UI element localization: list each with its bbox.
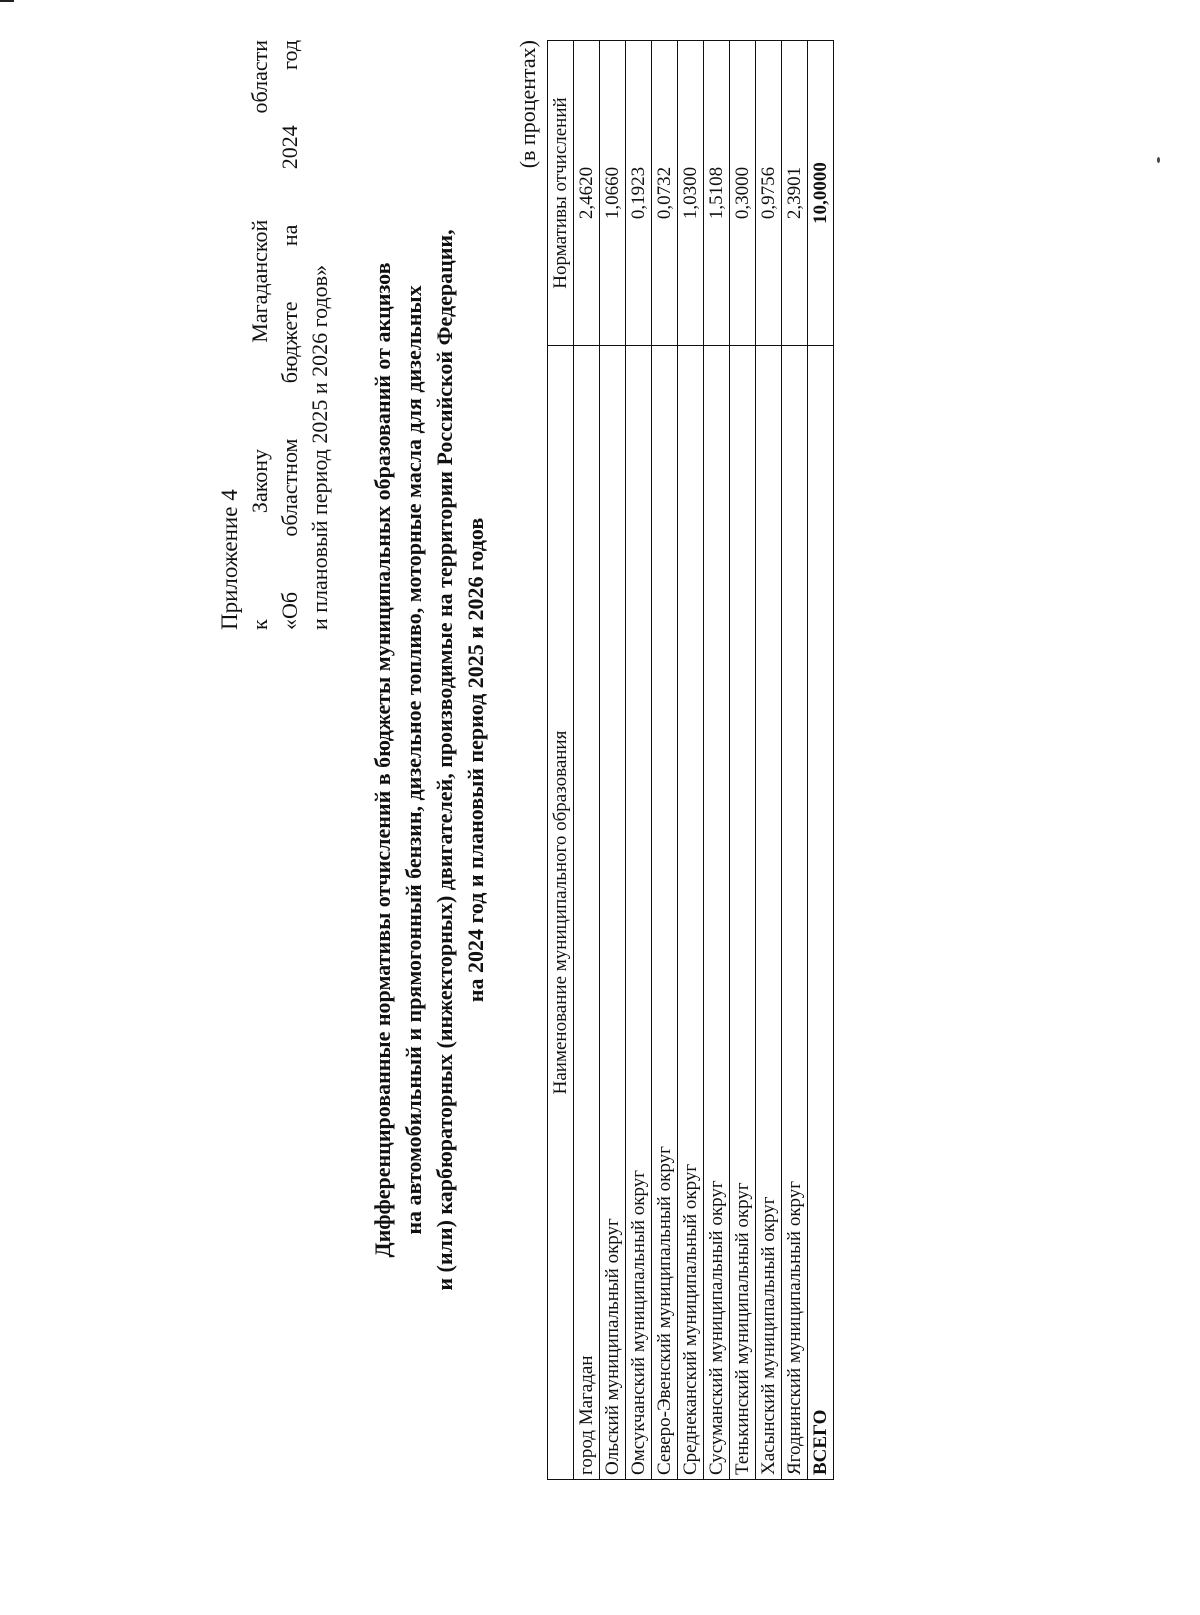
municipality-name: Омсукчанский муниципальный округ <box>626 346 652 1480</box>
column-header-value: Нормативы отчислений <box>548 41 574 346</box>
norm-value: 0,3000 <box>730 41 756 346</box>
title-line: на автомобильный и прямогонный бензин, дизельное топливо, моторные масла для дизельных <box>401 285 426 1235</box>
table-row <box>678 41 704 1480</box>
norm-value: 0,1923 <box>626 41 652 346</box>
appendix-line-2: к Закону Магаданской области <box>247 39 272 630</box>
title-line: на 2024 год и плановый период 2025 и 2026 годов <box>463 517 488 1003</box>
municipality-name: Среднеканский муниципальный округ <box>678 346 704 1480</box>
municipality-name: Ольский муниципальный округ <box>600 346 626 1480</box>
column-header-name: Наименование муниципального образования <box>548 346 574 1480</box>
norms-table <box>547 40 834 1480</box>
municipality-name: город Магадан <box>574 346 600 1480</box>
municipality-name: Северо-Эвенский муниципальный округ <box>652 346 678 1480</box>
municipality-name: Тенькинский муниципальный округ <box>730 346 756 1480</box>
table-row <box>626 41 652 1480</box>
title-line: Дифференцированные нормативы отчислений в бюджеты муниципальных образований от акцизов <box>370 262 395 1258</box>
norm-value: 1,5108 <box>704 41 730 346</box>
table-total-row <box>808 41 834 1480</box>
table-row <box>782 41 808 1480</box>
appendix-line-4: и плановый период 2025 и 2026 годов» <box>307 264 332 630</box>
title-line: и (или) карбюраторных (инжекторных) двигателей, производимые на территории Российской Федерации, <box>432 229 457 1291</box>
norm-value: 2,4620 <box>574 41 600 346</box>
norm-value: 1,0300 <box>678 41 704 346</box>
appendix-line-3: «Об областном бюджете на 2024 год <box>277 39 302 630</box>
appendix-header <box>215 40 335 630</box>
norm-value: 0,9756 <box>756 41 782 346</box>
municipality-name: Ягоднинский муниципальный округ <box>782 346 808 1480</box>
document-title <box>367 60 491 1460</box>
scan-edge-mark <box>0 0 14 2</box>
unit-note: (в процентах) <box>515 40 540 169</box>
norm-value: 2,3901 <box>782 41 808 346</box>
total-label: ВСЕГО <box>808 346 834 1480</box>
table-row <box>574 41 600 1480</box>
table-row <box>600 41 626 1480</box>
appendix-title: Приложение 4 <box>217 489 242 630</box>
table-header-row <box>548 41 574 1480</box>
norm-value: 0,0732 <box>652 41 678 346</box>
table-row <box>704 41 730 1480</box>
table-row <box>652 41 678 1480</box>
rotated-document-page <box>215 40 950 1480</box>
table-row <box>730 41 756 1480</box>
municipality-name: Хасынский муниципальный округ <box>756 346 782 1480</box>
scan-speck <box>1157 157 1160 163</box>
table-row <box>756 41 782 1480</box>
norm-value: 1,0660 <box>600 41 626 346</box>
total-value: 10,0000 <box>808 41 834 346</box>
municipality-name: Сусуманский муниципальный округ <box>704 346 730 1480</box>
